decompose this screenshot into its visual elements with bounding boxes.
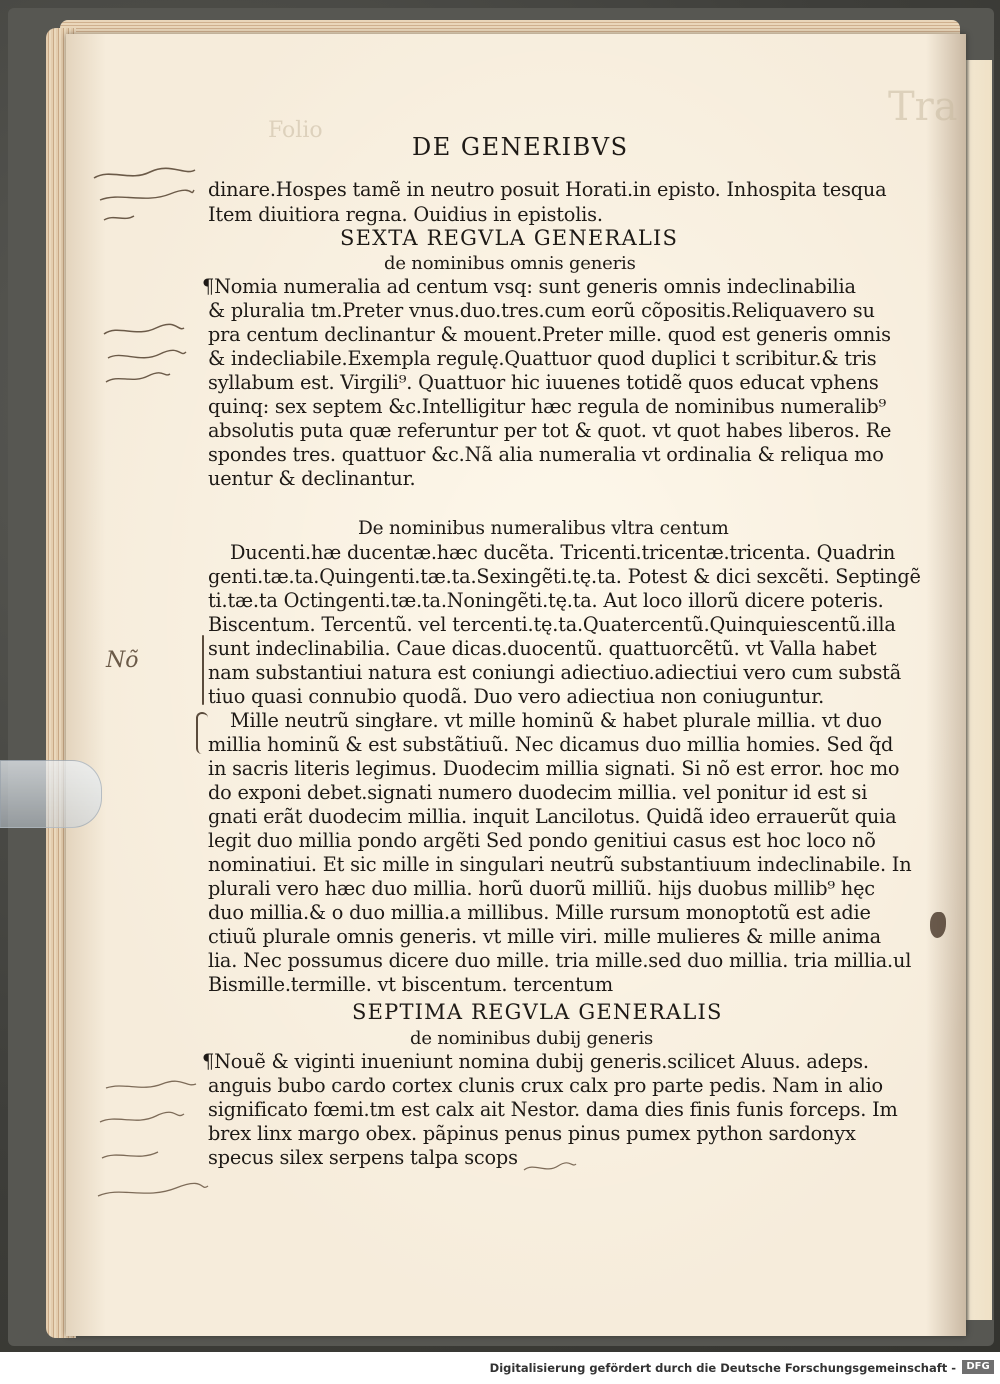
text-line: ¶Nomia numeralia ad centum vsq: sunt generis omnis indeclinabilia: [202, 275, 856, 298]
facing-page-edge: [962, 60, 992, 1320]
text-line: Item diuitiora regna. Ouidius in epistolis.: [208, 203, 603, 226]
text-line: duo millia.& o duo millia.a millibus. Mille rursum monoptotũ est adie: [208, 901, 871, 924]
text-line: ctiuũ plurale omnis generis. vt mille viri. mille mulieres & mille anima: [208, 925, 881, 948]
text-line: & pluralia tm.Preter vnus.duo.tres.cum eorũ cõpositis.Reliquavero su: [208, 299, 875, 322]
text-line: absolutis puta quæ referuntur per tot & quot. vt quot habes liberos. Re: [208, 419, 892, 442]
running-header: DE GENERIBVS: [412, 133, 629, 161]
text-line: lia. Nec possumus dicere duo mille. tria mille.sed duo millia. tria millia.ul: [208, 949, 912, 972]
text-line: legit duo millia pondo argẽti Sed pondo genitiui casus est hoc loco nõ: [208, 829, 876, 852]
section-title-septima: SEPTIMA REGVLA GENERALIS: [352, 1000, 723, 1024]
handwritten-annotation: [90, 160, 200, 230]
margin-bracket: [196, 712, 208, 754]
text-line: in sacris literis legimus. Duodecim millia signati. Si nõ est error. hoc mo: [208, 757, 900, 780]
text-line: Mille neutrũ singłare. vt mille hominũ & habet plurale millia. vt duo: [230, 709, 882, 732]
margin-bracket: [202, 635, 204, 705]
text-line: Bismille.termille. vt biscentum. tercentum: [208, 973, 613, 996]
text-line: syllabum est. Virgili⁹. Quattuor hic iuuenes totidẽ quos educat vphens: [208, 371, 879, 394]
section-title-numeral: De nominibus numeralibus vltra centum: [358, 518, 729, 539]
text-line: tiuo quasi connubio quodã. Duo vero adiectiua non coniuguntur.: [208, 685, 825, 708]
text-line: & indecliabile.Exempla regulę.Quattuor quod duplici t scribitur.& tris: [208, 347, 877, 370]
text-line: ¶Nouẽ & viginti inueniunt nomina dubij generis.scilicet Aluus. adeps.: [202, 1050, 869, 1073]
text-line: Ducenti.hæ ducentæ.hæc ducẽta. Tricenti.tricentæ.tricenta. Quadrin: [230, 541, 896, 564]
text-line: pra centum declinantur & mouent.Preter mille. quod est generis omnis: [208, 323, 891, 346]
bleed-through-text: Tra: [888, 84, 958, 130]
text-line: spondes tres. quattuor &c.Nã alia numeralia vt ordinalia & reliqua mo: [208, 443, 884, 466]
handwritten-annotation: [96, 1078, 216, 1218]
marginal-note: Nõ: [106, 648, 139, 673]
handwritten-annotation: [520, 1158, 580, 1178]
digitization-footer: [0, 1352, 1000, 1384]
text-line: specus silex serpens talpa scops: [208, 1146, 518, 1169]
text-line: ti.tæ.ta Octingenti.tæ.ta.Noningẽti.tę.ta. Aut loco illorũ dicere poteris.: [208, 589, 884, 612]
text-line: gnati erãt duodecim millia. inquit Lancilotus. Quidã ideo errauerũt quia: [208, 805, 897, 828]
text-line: uentur & declinantur.: [208, 467, 416, 490]
text-line: dinare.Hospes tamẽ in neutro posuit Horati.in episto. Inhospita tesqua: [208, 178, 887, 201]
dfg-logo: DFG: [962, 1360, 994, 1374]
text-line: Biscentum. Tercentũ. vel tercenti.tę.ta.Quatercentũ.Quinquiescentũ.illa: [208, 613, 896, 636]
text-line: quinq: sex septem &c.Intelligitur hæc regula de nominibus numeralib⁹: [208, 395, 887, 418]
section-subtitle-sexta: de nominibus omnis generis: [384, 253, 636, 274]
text-line: sunt indeclinabilia. Caue dicas.duocentũ. quattuorcẽtũ. vt Valla habet: [208, 637, 877, 660]
text-line: brex linx margo obex. pãpinus penus pinus pumex python sardonyx: [208, 1122, 856, 1145]
text-line: millia hominũ & est substãtiuũ. Nec dicamus duo millia homies. Sed q̃d: [208, 733, 894, 756]
text-line: genti.tæ.ta.Quingenti.tæ.ta.Sexingẽti.tę.ta. Potest & dici sexcẽti. Septingẽ: [208, 565, 921, 588]
bleed-through-text: Folio: [268, 118, 323, 143]
section-title-sexta: SEXTA REGVLA GENERALIS: [340, 226, 679, 250]
text-line: nominatiui. Et sic mille in singulari neutrũ substantiuum indeclinabile. In: [208, 853, 912, 876]
text-line: significato fœmi.tm est calx ait Nestor. dama dies finis funis forceps. Im: [208, 1098, 898, 1121]
section-subtitle-septima: de nominibus dubij generis: [410, 1028, 654, 1049]
text-line: plurali vero hæc duo millia. horũ duorũ milliũ. hijs duobus millib⁹ hęc: [208, 877, 875, 900]
handwritten-annotation: [100, 318, 190, 390]
footer-credit: Digitalisierung gefördert durch die Deutsche Forschungsgemeinschaft -: [489, 1361, 956, 1375]
text-line: do exponi debet.signati numero duodecim millia. vel ponitur id est si: [208, 781, 868, 804]
text-line: nam substantiui natura est coniungi adiectiuo.adiectiui vero cum substã: [208, 661, 902, 684]
bookmark-strip: [0, 760, 102, 828]
text-line: anguis bubo cardo cortex clunis crux calx pro parte pedis. Nam in alio: [208, 1074, 883, 1097]
